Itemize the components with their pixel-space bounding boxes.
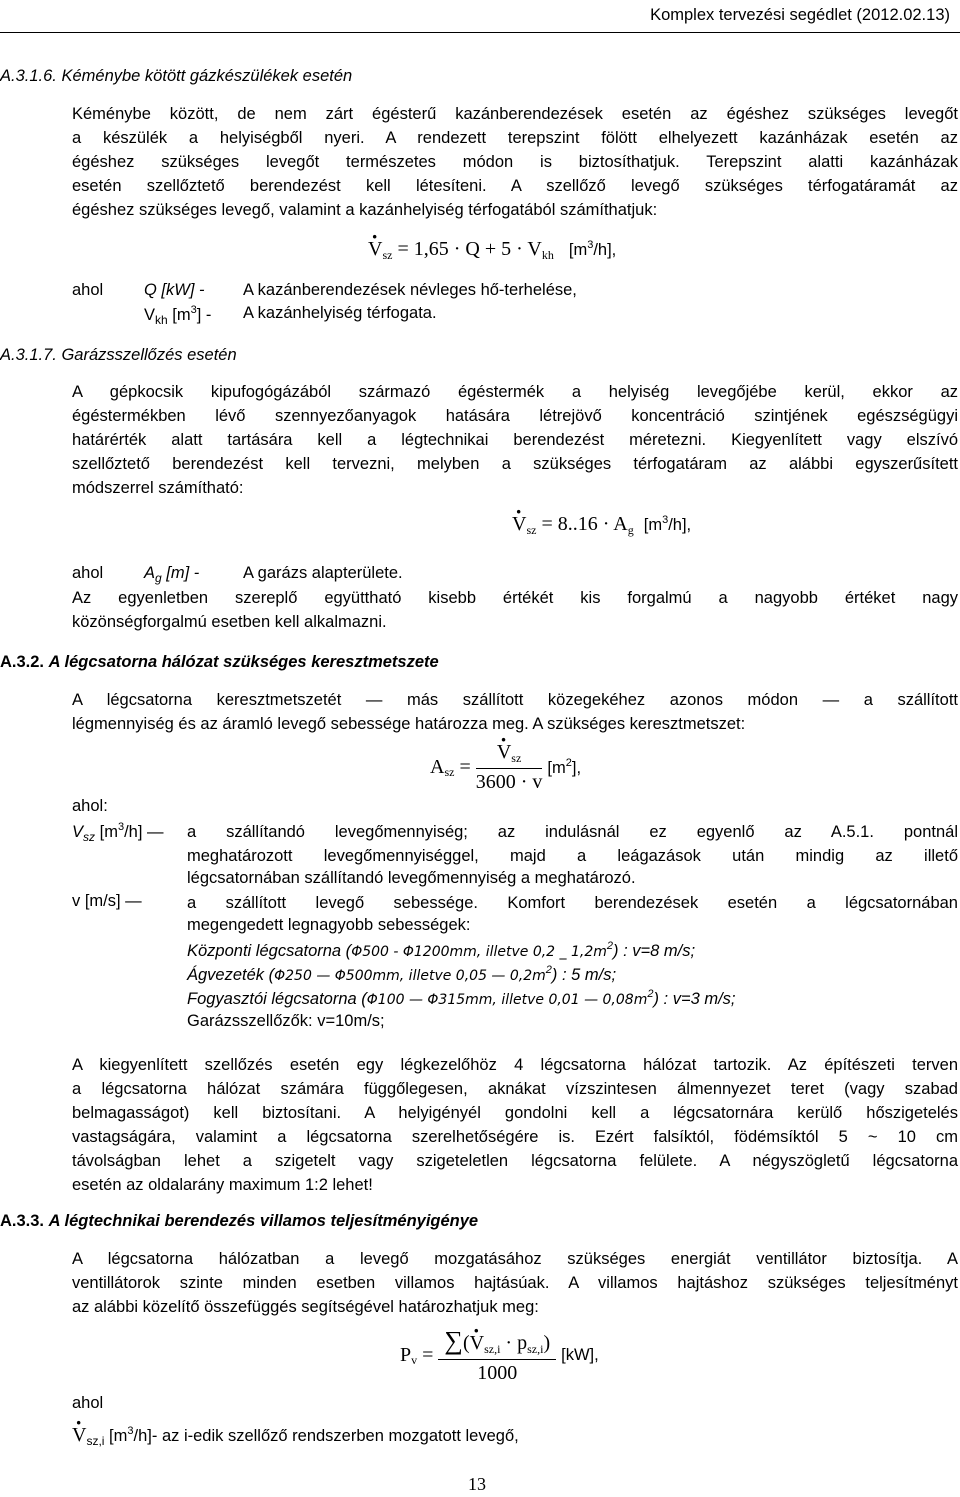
section-number: A.3.3. bbox=[0, 1212, 45, 1230]
paragraph-line: határérték alatt tartására kell a légtechnikai berendezést méretezni. Kiegyenlített vagy elszívó bbox=[72, 431, 958, 449]
def-vszi: · $V_{sz,i}$ $[m^3/h]-$ az i-edik szellőző rendszerben mozgatott levegő, bbox=[72, 1424, 519, 1448]
paragraph-line: A kiegyenlített szellőzés esetén egy légkezelőhöz 4 légcsatorna hálózat tartozik. Az építészeti terven bbox=[72, 1056, 958, 1074]
def-symbol-vkh: $V_{kh}$ $[m^3]$ - bbox=[144, 304, 212, 327]
paragraph-line: távolságban lehet a szigetelt vagy szigeteletlen légcsatorna felülete. A négyszögletű légcsatorna bbox=[72, 1152, 958, 1170]
def-desc-q: A kazánberendezések névleges hő-terhelése, bbox=[243, 281, 577, 299]
section-number: A.3.1.6. bbox=[0, 67, 57, 85]
paragraph-line: vastagságára, valamint a légcsatorna szerelhetőségére is. Ezért falsíktól, födémsíktól 5 ~ 10 cm bbox=[72, 1128, 958, 1146]
page-header: Komplex tervezési segédlet (2012.02.13) bbox=[650, 6, 950, 24]
paragraph-line: szellőztető berendezést kell tervezni, melyben a szükséges térfogatáram az alábbi egyszerűsített bbox=[72, 455, 958, 473]
def-symbol-ag: $A_g$ [m] - bbox=[144, 564, 200, 585]
section-heading-3-1-6 bbox=[0, 67, 352, 86]
section-number: A.3.1.7. bbox=[0, 346, 57, 364]
speed-row-garage: Garázsszellőzők: v=10m/s; bbox=[187, 1012, 385, 1030]
speed-row: Fogyasztói légcsatorna (Φ100 — Φ315mm, illetve 0,01 — $0,08m^2$) : v=3 m/s; bbox=[187, 988, 736, 1008]
where-label: ahol bbox=[72, 564, 104, 582]
def-desc-line: légcsatornában szállítandó levegőmennyiség a meghatározó. bbox=[187, 869, 636, 887]
def-symbol-vsz: $V_{sz}$ $[m^3/h]$ — bbox=[72, 821, 164, 844]
section-title: Garázsszellőzés esetén bbox=[61, 346, 237, 364]
paragraph-line: ventillátorok szinte minden esetben villamos hajtásúak. A villamos hajtáshoz szükséges teljesítményt bbox=[72, 1274, 958, 1292]
header-rule bbox=[0, 32, 960, 33]
def-desc-line: a szállított levegő sebessége. Komfort berendezések esetén a légcsatornában bbox=[187, 894, 958, 912]
paragraph-line: égéshez szükséges levegőt természetes módon is biztosíthatjuk. Terepszint alatti kazánházak bbox=[72, 153, 958, 171]
where-label: ahol: bbox=[72, 797, 108, 815]
where-label: ahol bbox=[72, 1394, 104, 1412]
section-title: A légtechnikai berendezés villamos teljesítményigénye bbox=[48, 1212, 479, 1230]
section-title: Kéménybe kötött gázkészülékek esetén bbox=[61, 67, 353, 85]
paragraph-line: közönségforgalmú esetben kell alkalmazni. bbox=[72, 613, 387, 631]
paragraph-line: Kéménybe között, de nem zárt égésterű kazánberendezések esetén az égéshez szükséges levegőt bbox=[72, 105, 958, 123]
formula-garage: · $V_{sz} = 8..16 \cdot A_g$ $[m^3/h]$, bbox=[512, 513, 691, 538]
paragraph-line: A gépkocsik kipufogógázából származó égéstermék a helyiség levegőjébe kerül, ekkor az bbox=[72, 383, 958, 401]
def-symbol-v: v [m/s] — bbox=[72, 892, 142, 910]
paragraph-line: A légcsatorna hálózatban a levegő mozgatásához szükséges energiát ventillátor biztosítja. A bbox=[72, 1250, 958, 1268]
def-desc-line: megengedett legnagyobb sebességek: bbox=[187, 916, 471, 934]
paragraph-line: esetén az oldalarány maximum 1:2 lehet! bbox=[72, 1176, 373, 1194]
paragraph-line: A légcsatorna keresztmetszetét — más szállított közegekéhez azonos módon — a szállított bbox=[72, 691, 958, 709]
paragraph-line: az alábbi közelítő összefüggés segítségével határozhatjuk meg: bbox=[72, 1298, 539, 1316]
formula-power: $P_v$ = $\frac{\sum(\cdot V_{sz,i} \cdot p_{sz,i})}{1000}$ [kW], bbox=[400, 1326, 599, 1385]
def-symbol-q: Q [kW] - bbox=[144, 281, 205, 299]
where-label: ahol bbox=[72, 281, 104, 299]
def-desc-line: meghatározott levegőmennyiséggel, majd a leágazások után mindig az illető bbox=[187, 847, 958, 865]
section-heading-3-1-7 bbox=[0, 346, 237, 365]
paragraph-line: módszerrel számítható: bbox=[72, 479, 244, 497]
speed-row: Központi légcsatorna (Φ500 - Φ1200mm, illetve 0,2 _ $1,2m^2$) : v=8 m/s; bbox=[187, 940, 696, 960]
def-desc-vkh: A kazánhelyiség térfogata. bbox=[243, 304, 437, 322]
def-desc-ag: A garázs alapterülete. bbox=[243, 564, 403, 582]
paragraph-line: égéshez szükséges levegő, valamint a kazánhelyiség térfogatából számíthatjuk: bbox=[72, 201, 658, 219]
section-heading-3-2 bbox=[0, 653, 439, 672]
speed-row: Ágvezeték (Φ250 — Φ500mm, illetve 0,05 — $0,2m^2$) : 5 m/s; bbox=[187, 964, 617, 984]
paragraph-line: Az egyenletben szereplő együttható kisebb értékét kis forgalmú a nagyobb értéket nagy bbox=[72, 589, 958, 607]
section-number: A.3.2. bbox=[0, 653, 45, 671]
formula-cross-section: $A_{sz}$ = · $\frac{V_{sz}}{3600 \cdot v}$ $[m^2]$, bbox=[430, 741, 581, 794]
section-heading-3-3 bbox=[0, 1212, 478, 1231]
section-title: A légcsatorna hálózat szükséges keresztmetszete bbox=[48, 653, 439, 671]
paragraph-line: égéstermékben lévő szennyezőanyagok hatására létrejövő koncentráció szintjének egészségügyi bbox=[72, 407, 958, 425]
paragraph-line: esetén szellőztető berendezést kell létesíteni. A szellőző levegő szükséges térfogatáramát az bbox=[72, 177, 958, 195]
paragraph-line: a készülék a helyiségből nyeri. A rendezett terepszint fölött elhelyezett kazánházak esetén az bbox=[72, 129, 958, 147]
def-desc-line: a szállítandó levegőmennyiség; az indulásnál ez egyenlő az A.5.1. pontnál bbox=[187, 823, 958, 841]
page-number: 13 bbox=[468, 1474, 486, 1494]
paragraph-line: a légcsatorna hálózat számára függőlegesen, aknákat vízszintesen álmennyezet teret (vagy szabad bbox=[72, 1080, 958, 1098]
formula-boiler-room: · $V_{sz} = 1,65 \cdot Q + 5 \cdot V_{kh}$ $[m^3/h]$, bbox=[368, 238, 616, 263]
paragraph-line: belmagasságot) kell biztosítani. A helyigényél gondolni kell a légcsatornára kerülő hőszigetelés bbox=[72, 1104, 958, 1122]
paragraph-line: légmennyiség és az áramló levegő sebessége határozza meg. A szükséges keresztmetszet: bbox=[72, 715, 746, 733]
